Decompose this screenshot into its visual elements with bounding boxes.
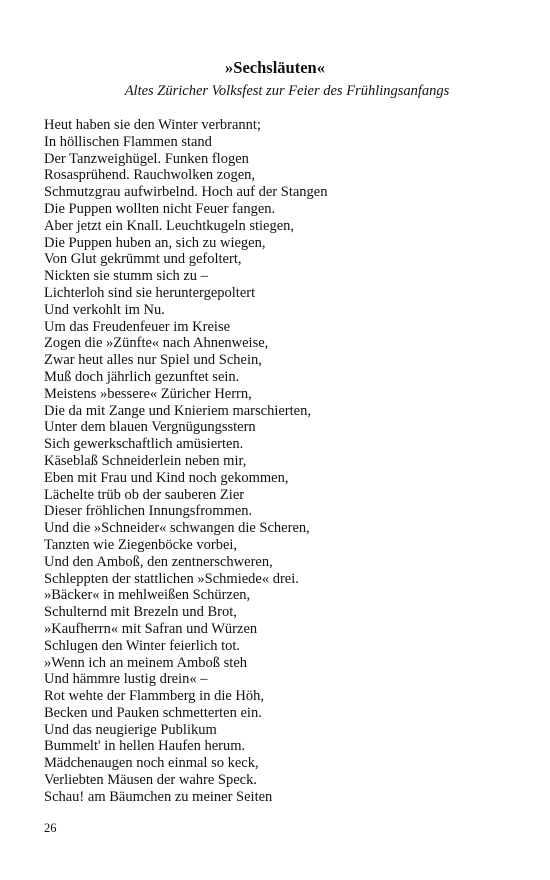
poem-subtitle: Altes Züricher Volksfest zur Feier des Frühlingsanfangs: [124, 83, 450, 99]
poem-line: Mädchenaugen noch einmal so keck,: [44, 755, 259, 772]
poem-line: Eben mit Frau und Kind noch gekommen,: [44, 469, 289, 486]
poem-line: Und den Amboß, den zentnerschweren,: [44, 553, 273, 570]
poem-line: Heut haben sie den Winter verbrannt;: [44, 117, 261, 133]
page-number: 26: [44, 821, 57, 835]
poem-line: Und hämmre lustig drein« –: [44, 671, 208, 688]
poem-line: Zogen die »Zünfte« nach Ahnenweise,: [44, 335, 269, 352]
poem-line: Und das neugierige Publikum: [44, 721, 217, 738]
poem-line: Von Glut gekrümmt und gefoltert,: [44, 251, 242, 268]
poem-line: Rosasprühend. Rauchwolken zogen,: [44, 167, 256, 184]
poem-line: Dieser fröhlichen Innungsfrommen.: [44, 503, 253, 520]
poem-line: Und verkohlt im Nu.: [44, 301, 165, 318]
poem-line: Nickten sie stumm sich zu –: [44, 268, 208, 285]
poem-line: Sich gewerkschaftlich amüsierten.: [44, 436, 244, 453]
poem-line: Becken und Pauken schmetterten ein.: [44, 704, 262, 721]
poem-line: Lächelte trüb ob der sauberen Zier: [44, 486, 245, 503]
poem-line: »Bäcker« in mehlweißen Schürzen,: [44, 587, 251, 604]
poem-line: Und die »Schneider« schwangen die Scheren,: [44, 520, 310, 537]
poem-line: Schmutzgrau aufwirbelnd. Hoch auf der Stangen: [44, 184, 328, 201]
poem-line: Aber jetzt ein Knall. Leuchtkugeln stiegen,: [44, 217, 295, 234]
poem-line: Käseblaß Schneiderlein neben mir,: [44, 452, 247, 469]
poem-line: Verliebten Mäusen der wahre Speck.: [44, 772, 257, 789]
poem-line: Unter dem blauen Vergnügungsstern: [44, 419, 256, 436]
poem-line: Die Puppen wollten nicht Feuer fangen.: [44, 200, 276, 217]
poem-line: Muß doch jährlich gezunftet sein.: [44, 368, 240, 385]
poem-line: Der Tanzweighügel. Funken flogen: [44, 150, 249, 167]
poem-line: Zwar heut alles nur Spiel und Schein,: [44, 352, 262, 369]
poem-title: »Sechsläuten«: [225, 58, 325, 77]
poem-line: Schau! am Bäumchen zu meiner Seiten: [44, 788, 273, 805]
poem-line: Schlugen den Winter feierlich tot.: [44, 637, 241, 654]
poem-line: Die da mit Zange und Knieriem marschierten,: [44, 402, 311, 419]
poem-line: Um das Freudenfeuer im Kreise: [44, 318, 231, 335]
poem-line: »Wenn ich an meinem Amboß steh: [44, 654, 247, 671]
poem-line: Tanzten wie Ziegenböcke vorbei,: [44, 536, 238, 553]
poem-line: Schulternd mit Brezeln und Brot,: [44, 604, 237, 621]
poem-line: In höllischen Flammen stand: [44, 133, 212, 150]
poem-line: Bummelt' in hellen Haufen herum.: [44, 738, 246, 755]
poem-body: [44, 117, 524, 806]
poem-line: Schleppten der stattlichen »Schmiede« drei.: [44, 570, 299, 587]
poem-line: Rot wehte der Flammberg in die Höh,: [44, 688, 265, 705]
poem-line: Die Puppen huben an, sich zu wiegen,: [44, 234, 266, 251]
poem-line: Lichterloh sind sie heruntergepoltert: [44, 284, 256, 301]
poem-line: Meistens »bessere« Züricher Herrn,: [44, 385, 252, 402]
poem-line: »Kaufherrn« mit Safran und Würzen: [44, 620, 258, 637]
